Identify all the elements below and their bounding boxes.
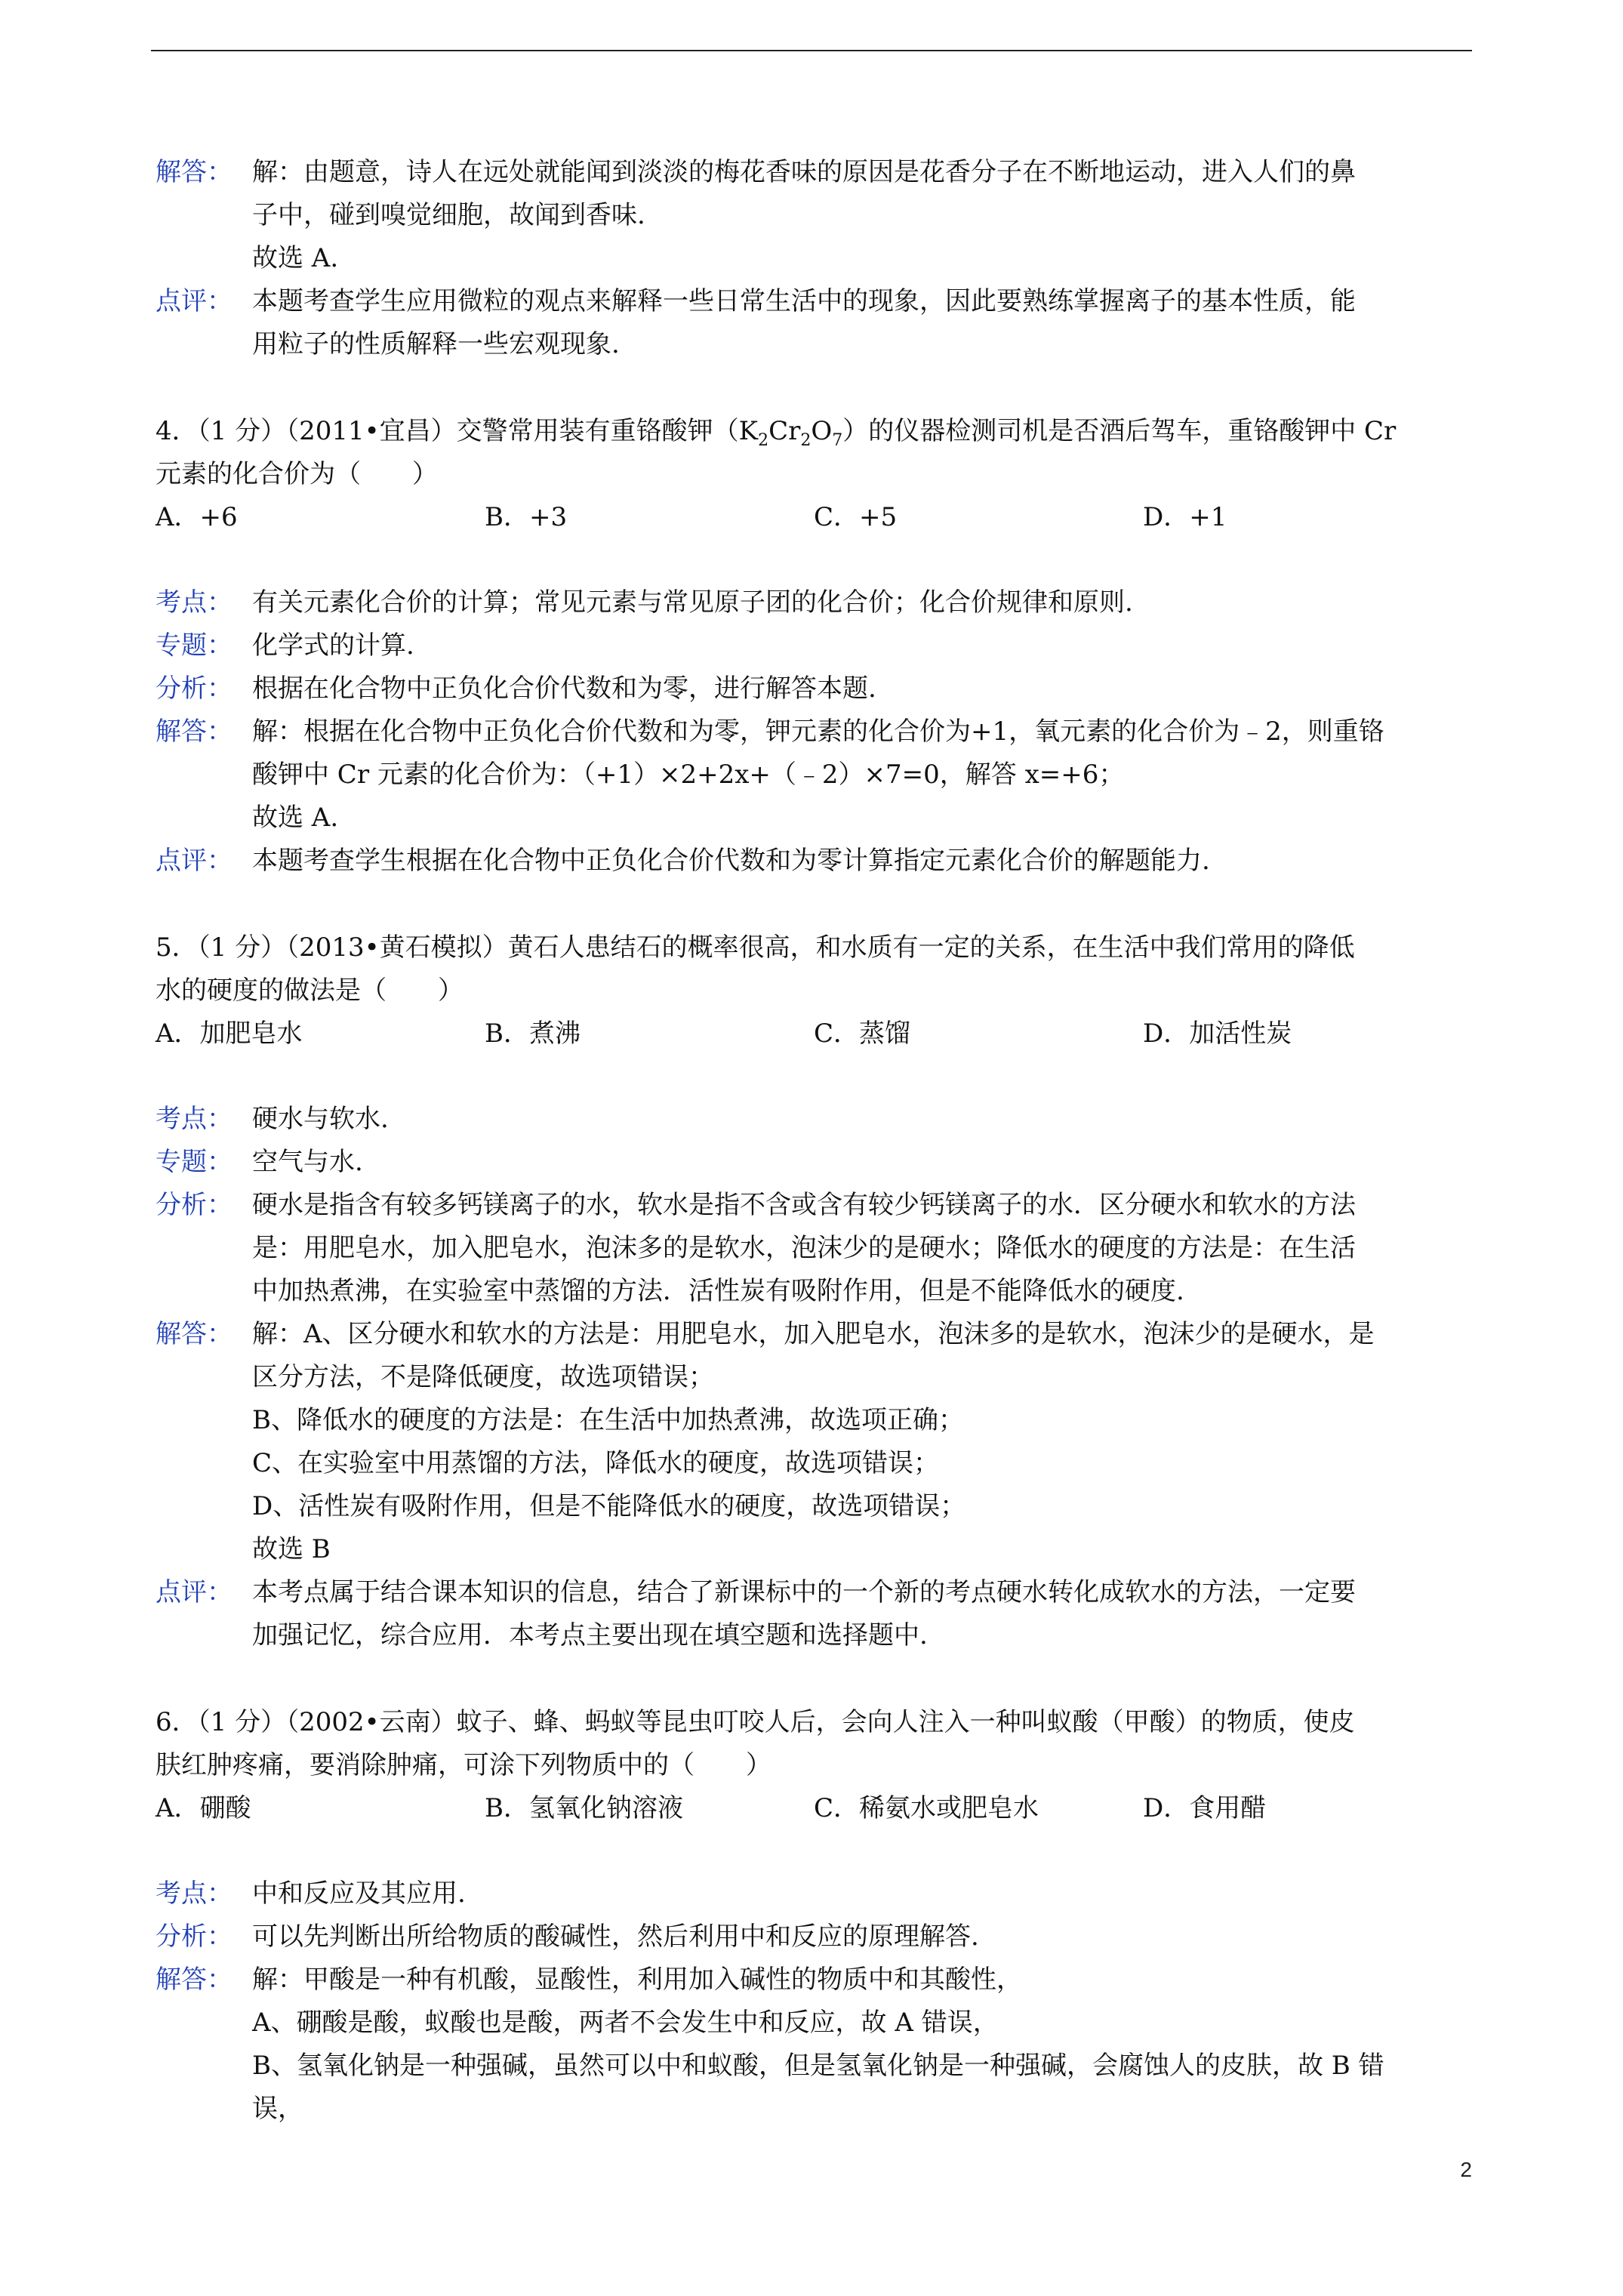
analysis-line: 硬水是指含有较多钙镁离子的水，软水是指不含或含有较少钙镁离子的水．区分硬水和软水的方法 bbox=[252, 1190, 1356, 1220]
topic-text: 硬水与软水. bbox=[252, 1104, 389, 1134]
option-b: B．煮沸 bbox=[485, 1019, 581, 1049]
comment-line: 本题考查学生应用微粒的观点来解释一些日常生活中的现象，因此要熟练掌握离子的基本性质，能 bbox=[252, 286, 1356, 316]
solution-line: 解：甲酸是一种有机酸，显酸性，利用加入碱性的物质中和其酸性， bbox=[252, 1965, 1022, 1995]
page-content bbox=[156, 151, 1472, 2131]
option-a: A．+6 bbox=[156, 502, 238, 532]
solution-line: B、氢氧化钠是一种强碱，虽然可以中和蚁酸，但是氢氧化钠是一种强碱，会腐蚀人的皮肤，故 B 错 bbox=[252, 2051, 1384, 2081]
topic-text: 有关元素化合价的计算；常见元素与常见原子团的化合价；化合价规律和原则. bbox=[252, 587, 1133, 618]
q6-stem-line: 肤红肿疼痛，要消除肿痛，可涂下列物质中的（ ） bbox=[156, 1750, 771, 1780]
special-label: 专题： bbox=[156, 1147, 233, 1177]
q4-stem-line: 4．（1 分）（2011•宜昌）交警常用装有重铬酸钾$(K_2Cr_2O_7)$的仪器检测司机是否酒后驾车，重铬酸钾中 Cr bbox=[156, 416, 1397, 450]
solution-label: 解答： bbox=[156, 1965, 233, 1995]
option-a: A．硼酸 bbox=[156, 1793, 251, 1823]
q4-stem bbox=[156, 410, 1472, 496]
option-d: D．食用醋 bbox=[1143, 1793, 1267, 1823]
q6-solution bbox=[156, 1959, 1472, 2131]
q4-analysis bbox=[156, 667, 1472, 710]
comment-line: 本考点属于结合课本知识的信息，结合了新课标中的一个新的考点硬水转化成软水的方法，一定要 bbox=[252, 1577, 1356, 1607]
option-b: B．+3 bbox=[485, 502, 568, 532]
solution-line: A、硼酸是酸，蚁酸也是酸，两者不会发生中和反应，故 A 错误， bbox=[252, 2008, 999, 2038]
topic-label: 考点： bbox=[156, 587, 233, 618]
q4-topic bbox=[156, 581, 1472, 624]
solution-label: 解答： bbox=[156, 717, 233, 747]
comment-text: 本题考查学生根据在化合物中正负化合价代数和为零计算指定元素化合价的解题能力. bbox=[252, 846, 1210, 876]
q4-comment bbox=[156, 840, 1472, 883]
option-c: C．+5 bbox=[814, 502, 898, 532]
solution-line: 解：由题意，诗人在远处就能闻到淡淡的梅花香味的原因是花香分子在不断地运动，进入人们的鼻 bbox=[252, 157, 1356, 187]
solution-line: 解：A、区分硬水和软水的方法是：用肥皂水，加入肥皂水，泡沫多的是软水，泡沫少的是硬水，是 bbox=[252, 1319, 1375, 1349]
q3-solution bbox=[156, 151, 1472, 280]
option-c: C．蒸馏 bbox=[814, 1019, 911, 1049]
solution-line: 解：根据在化合物中正负化合价代数和为零，钾元素的化合价为+1，氧元素的化合价为﹣2，则重铬 bbox=[252, 717, 1384, 747]
comment-label: 点评： bbox=[156, 286, 233, 316]
analysis-text: 可以先判断出所给物质的酸碱性，然后利用中和反应的原理解答. bbox=[252, 1922, 979, 1952]
analysis-line: 是：用肥皂水，加入肥皂水，泡沫多的是软水，泡沫少的是硬水；降低水的硬度的方法是：在生活 bbox=[252, 1233, 1356, 1263]
q4-options bbox=[156, 496, 1472, 539]
q4-stem-line: 元素的化合价为（ ） bbox=[156, 459, 438, 489]
special-label: 专题： bbox=[156, 630, 233, 661]
topic-label: 考点： bbox=[156, 1878, 233, 1909]
q5-comment bbox=[156, 1571, 1472, 1657]
q6-stem bbox=[156, 1701, 1472, 1787]
analysis-label: 分析： bbox=[156, 1922, 233, 1952]
q5-stem bbox=[156, 926, 1472, 1012]
q5-stem-line: 5．（1 分）（2013•黄石模拟）黄石人患结石的概率很高，和水质有一定的关系，在生活中我们常用的降低 bbox=[156, 932, 1355, 963]
topic-label: 考点： bbox=[156, 1104, 233, 1134]
q6-options bbox=[156, 1787, 1472, 1830]
analysis-label: 分析： bbox=[156, 1190, 233, 1220]
solution-line: 误， bbox=[252, 2094, 303, 2124]
q4-solution bbox=[156, 710, 1472, 840]
q5-topic bbox=[156, 1098, 1472, 1141]
option-a: A．加肥皂水 bbox=[156, 1019, 303, 1049]
comment-line: 加强记忆，综合应用．本考点主要出现在填空题和选择题中. bbox=[252, 1620, 928, 1650]
analysis-line: 中加热煮沸，在实验室中蒸馏的方法．活性炭有吸附作用，但是不能降低水的硬度. bbox=[252, 1276, 1184, 1306]
special-text: 化学式的计算. bbox=[252, 630, 414, 661]
analysis-text: 根据在化合物中正负化合价代数和为零，进行解答本题. bbox=[252, 673, 876, 704]
comment-label: 点评： bbox=[156, 846, 233, 876]
solution-line: B、降低水的硬度的方法是：在生活中加热煮沸，故选项正确； bbox=[252, 1405, 964, 1435]
q5-solution bbox=[156, 1313, 1472, 1571]
q5-options bbox=[156, 1012, 1472, 1056]
q6-topic bbox=[156, 1872, 1472, 1915]
option-d: D．加活性炭 bbox=[1143, 1019, 1292, 1049]
q4-special bbox=[156, 624, 1472, 667]
q5-stem-line: 水的硬度的做法是（ ） bbox=[156, 975, 463, 1006]
special-text: 空气与水. bbox=[252, 1147, 363, 1177]
solution-line: D、活性炭有吸附作用，但是不能降低水的硬度，故选项错误； bbox=[252, 1491, 966, 1521]
solution-line: 子中，碰到嗅觉细胞，故闻到香味. bbox=[252, 200, 645, 230]
header-rule bbox=[151, 50, 1472, 51]
solution-line: 故选 A. bbox=[252, 803, 339, 833]
option-d: D．+1 bbox=[1143, 502, 1227, 532]
option-c: C．稀氨水或肥皂水 bbox=[814, 1793, 1039, 1823]
q6-stem-line: 6．（1 分）（2002•云南）蚊子、蜂、蚂蚁等昆虫叮咬人后，会向人注入一种叫蚁酸（甲酸）的物质，使皮 bbox=[156, 1707, 1355, 1737]
solution-line: 故选 A. bbox=[252, 243, 339, 273]
solution-line: 区分方法，不是降低硬度，故选项错误； bbox=[252, 1362, 714, 1392]
comment-line: 用粒子的性质解释一些宏观现象. bbox=[252, 329, 620, 359]
q5-special bbox=[156, 1141, 1472, 1184]
q5-analysis bbox=[156, 1184, 1472, 1313]
q6-analysis bbox=[156, 1915, 1472, 1959]
topic-text: 中和反应及其应用. bbox=[252, 1878, 466, 1909]
page-number: 2 bbox=[1460, 2158, 1472, 2181]
q3-comment bbox=[156, 280, 1472, 366]
solution-line: C、在实验室中用蒸馏的方法，降低水的硬度，故选项错误； bbox=[252, 1448, 940, 1478]
analysis-label: 分析： bbox=[156, 673, 233, 704]
solution-label: 解答： bbox=[156, 1319, 233, 1349]
solution-line: 酸钾中 Cr 元素的化合价为：（+1）×2+2x+（﹣2）×7=0，解答 x=+6； bbox=[252, 760, 1125, 790]
comment-label: 点评： bbox=[156, 1577, 233, 1607]
solution-line: 故选 B bbox=[252, 1534, 331, 1564]
option-b: B．氢氧化钠溶液 bbox=[485, 1793, 683, 1823]
solution-label: 解答： bbox=[156, 157, 233, 187]
